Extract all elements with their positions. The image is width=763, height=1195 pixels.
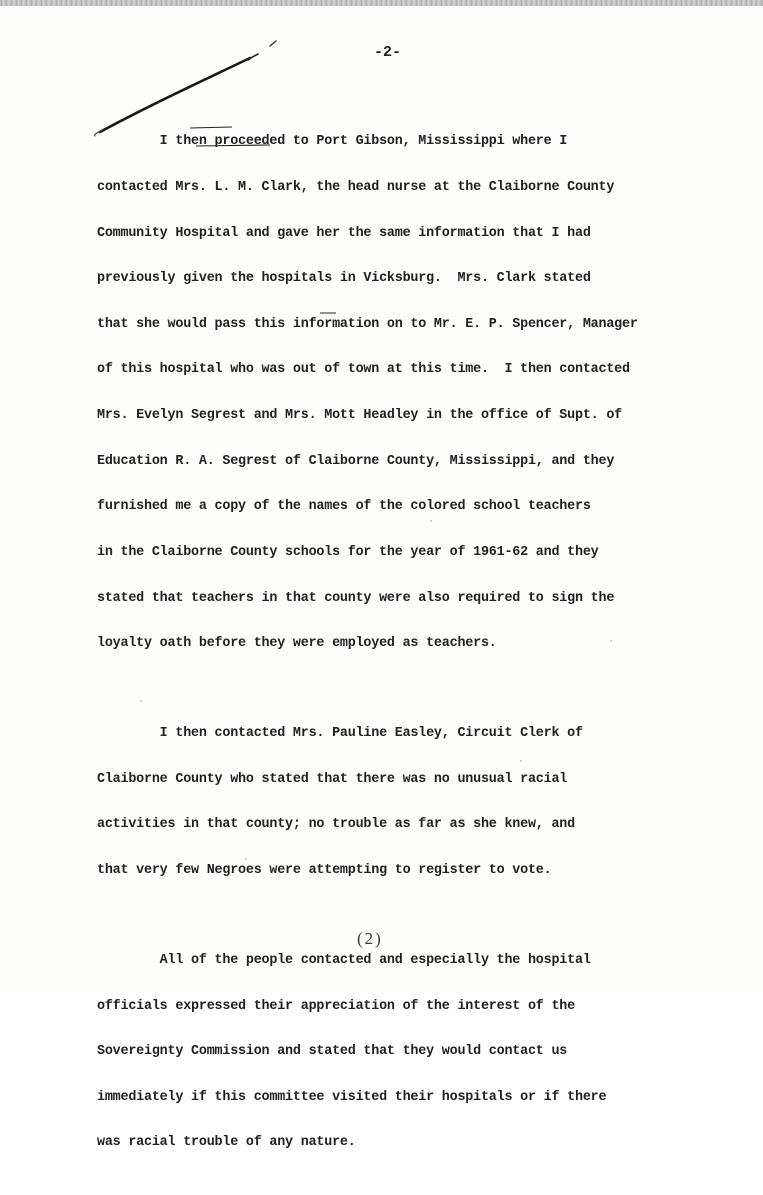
text-line: Mrs. Evelyn Segrest and Mrs. Mott Headley in the office of Supt. of: [97, 408, 622, 424]
paragraph-hospital-officials: [97, 923, 737, 1181]
text-line: immediately if this committee visited their hospitals or if there: [97, 1089, 607, 1105]
scan-speck: [430, 520, 432, 522]
text-line: activities in that county; no trouble as far as she knew, and: [97, 817, 575, 833]
paragraph-port-gibson: [97, 104, 737, 682]
text-line: Claiborne County who stated that there was no unusual racial: [97, 771, 568, 787]
scan-top-edge: [0, 0, 763, 6]
scan-speck: [245, 858, 247, 860]
text-line: previously given the hospitals in Vicksburg. Mrs. Clark stated: [97, 271, 591, 287]
handwritten-page-number: (2): [357, 929, 383, 948]
text-line: All of the people contacted and especially the hospital: [97, 952, 591, 968]
text-line: contacted Mrs. L. M. Clark, the head nurse at the Claiborne County: [97, 180, 615, 196]
text-line: in the Claiborne County schools for the year of 1961-62 and they: [97, 544, 599, 560]
text-line: Education R. A. Segrest of Claiborne County, Mississippi, and they: [97, 453, 615, 469]
scan-speck: [140, 700, 142, 702]
text-line: loyalty oath before they were employed as teachers.: [97, 636, 497, 652]
text-line: stated that teachers in that county were also required to sign the: [97, 590, 615, 606]
text-line: that very few Negroes were attempting to register to vote.: [97, 862, 552, 878]
page-header-number: -2-: [374, 44, 402, 61]
text-line: officials expressed their appreciation of the interest of the: [97, 998, 575, 1014]
text-line: I then contacted Mrs. Pauline Easley, Circuit Clerk of: [97, 726, 583, 742]
letter-body: [97, 104, 737, 1195]
text-line: of this hospital who was out of town at this time. I then contacted: [97, 362, 630, 378]
paragraph-circuit-clerk: [97, 696, 737, 909]
text-line: I then proceeded to Port Gibson, Mississippi where I: [97, 134, 568, 150]
text-line: was racial trouble of any nature.: [97, 1135, 356, 1151]
text-line: that she would pass this information on to Mr. E. P. Spencer, Manager: [97, 316, 638, 332]
text-line: Community Hospital and gave her the same information that I had: [97, 225, 591, 241]
scan-speck: [610, 640, 612, 642]
scan-speck: [520, 760, 522, 762]
text-line: furnished me a copy of the names of the colored school teachers: [97, 499, 591, 515]
text-line: Sovereignty Commission and stated that they would contact us: [97, 1044, 568, 1060]
